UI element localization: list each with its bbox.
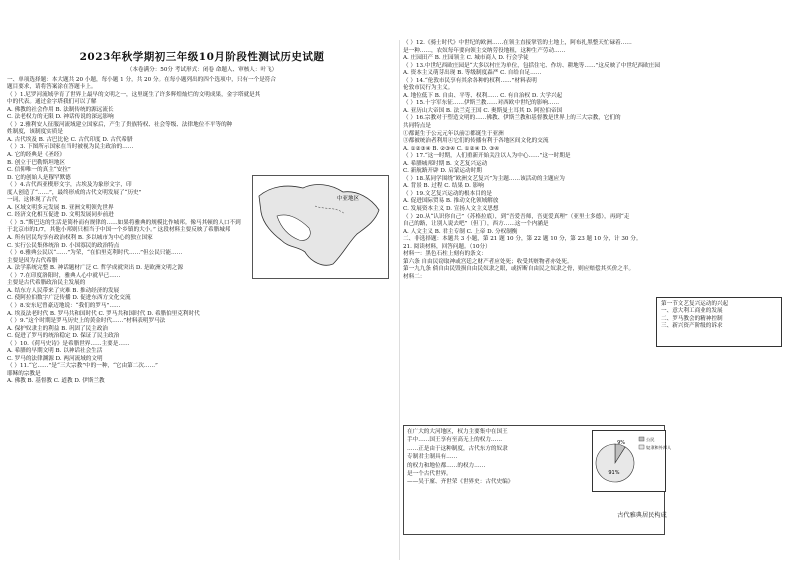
right-question-line: （ ）19.文艺复兴运动的根本目的是 [403,190,492,197]
pie-chart-box [592,430,672,492]
right-question-line: 材料一：黑色石柱上刻有的条文： [403,251,487,258]
right-question-line: A. 庄园田产 B. 庄园领主 C. 城市商人 D. 行会学徒 [403,55,529,62]
left-question-line: （ ）7.在印度洛阳时，雅典人心中就早已…… [7,272,121,279]
right-question-line: （ ）17.“这一时期，人们重新开始关注以人为中心……”这一时期是 [403,153,571,160]
map-label: 中亚地区 [337,196,360,202]
right-question-line: （ ）12.《骑士时代》中世纪的欧洲……在领主直接掌管的土地上，阿布扎黑整天忙碌着…… [403,40,632,46]
right-question-line: （ ）13.中世纪西欧庄园是“大多以村庄为单位，包括住宅、作坊、耕地等……”这反映了中世纪西欧庄园 [403,62,660,69]
pie-slice-label: 91% [608,470,620,477]
left-question-line: A. 结东方人民带来了灾难 B. 推动经济的发展 [7,287,120,294]
right-question-line: （ ）16.宗教对于塑造文明的……佛教、伊斯兰教和基督教是世界上的三大宗教，它们的 [403,115,621,122]
left-question-line: C. 经济文化相互促进 D. 文明发展同步前进 [7,212,114,219]
right-question-line: A. 亚历山大帝国 B. 法兰克王国 C. 奥斯曼土耳其 D. 阿拉伯帝国 [403,107,563,114]
right-question-line: 伦敦市民行为主义。 [403,85,454,92]
right-question-line: （ ）15.十字军东征……伊斯兰教……对西欧中世纪的影响…… [403,100,560,107]
left-question-line: （ ）8.安东尼曾豪迈地说：“我们的罗马”…… [7,302,121,309]
right-question-line: 第六条 自由民窃取神或宫廷之财产者应处死；收受其赃物者亦处死。 [403,258,573,265]
right-question-line: A. ①②③④ B. ②③④ C. ①②④ D. ③④ [403,145,500,152]
material-line: ……正是由于这种制度，古代东方的奴隶 [407,445,508,452]
right-question-line: A. 背景 B. 过程 C. 结果 D. 影响 [403,183,484,190]
right-question-line: ③都被统治者利用④它们的传播有利于各地区间文化的交流 [403,138,549,145]
pie-slice-label: 9% [617,439,626,446]
left-question-line: A. 佛教的社会作用 B. 法制传统的源远流长 [7,106,114,113]
left-question-line: （ ）2.雅利安人征服河流域建立国家后，产生了贵族特权、社会等级、法律地位不平等的种 [7,121,233,128]
left-question-line: C. 法老权力的无限 D. 神话传说的深远影响 [7,114,114,121]
right-question-line: A. 促进国际贸易 B. 推动文化领域解放 [403,198,499,205]
left-question-line: A. 佛教 B. 基督教 C. 道教 D. 伊斯兰教 [7,378,105,385]
right-question-line: ①都诞生于公元元年以前②都诞生于亚洲 [403,130,504,137]
right-question-line: A. 资本主义萌芽出现 B. 等级制度森严 C. 自给自足…… [403,70,542,77]
left-question-line: 姓制度，该制度实质是 [7,129,63,136]
right-question-line: （ ）14.“伦敦市民享有其余各种的权利……”材料表明 [403,77,537,84]
left-question-line: 主要是古代希腊政治民主发展的 [7,280,86,287]
toc-item: 二、罗马教会的精神控制 [661,315,723,322]
left-question-line: 一、单项选择题：本大题共 20 小题，每小题 1 分，共 20 分。在每小题列出的四个选项中，只有一个是符合 [7,76,276,83]
left-question-line: A. 希腊的早期文明 B. 以神话社会生活 [7,348,103,355]
right-question-list [403,40,788,282]
left-question-line: C. 促进了罗马的统治稳定 D. 保证了民主政治 [7,333,120,340]
left-question-line: C. 使阿拉伯数字广泛传播 D. 促进东西方文化交流 [7,295,131,302]
right-question-line: 第一九九条 倘自由民毁损自由民奴隶之眼，或折断自由民之奴隶之骨，则应赔偿其买价之半。 [403,266,635,273]
material-source: ——吴于廑、齐世荣《世界史：古代史编》 [407,479,514,486]
exam-info: （本卷满分：50分 考试形式：闭卷 命题人、审核人：叶飞） [126,67,278,73]
left-question-line: （ ）11.“它……”是“三大宗教”中的一种，“它由第二次……” [7,363,158,370]
right-question-line: 二、非选择题：本题共 3 小题，第 21 题 10 分，第 22 题 10 分，第 23 题 10 分，计 30 分。 [403,236,642,243]
column-divider [399,40,400,560]
left-question-line: （ ）10.《荷马史诗》是希腊世界……主要是…… [7,340,130,347]
left-question-line: （ ）6.雅典公民以“……”为荣，“在伯里克利时代……”但公民只能…… [7,250,183,257]
material-line: 在广大的大河地区，权力主要集中在国王 [407,429,508,435]
left-question-line: 中的代表。通过金字塔我们可以了解 [7,99,97,106]
left-question-line: A. 它的经典是《圣经》 [7,152,65,159]
left-question-line: 一词，这体现了古代 [7,197,58,204]
right-column [403,40,788,282]
legend-swatch [639,445,644,449]
left-question-line: （ ）3. 下图所示国家在当时被视为民主政治的…… [7,144,134,151]
left-question-line: 题目要求，请将答案涂在答题卡上。 [7,84,97,91]
right-question-line: 21. 阅读材料，回答问题。（10分） [403,243,491,250]
map-figure [252,175,389,279]
right-question-line: 自己的路，让别人说去吧”（但丁），西方……这一个内涵是 [403,221,549,228]
left-question-line: A. 法学系统完整 B. 神话题材广泛 C. 哲学成就突出 D. 是欧洲文明之源 [7,265,183,272]
left-question-line: B. 创立于巴勒斯坦地区 [7,159,66,166]
right-question-line: A. 希腊城邦时期 B. 文艺复兴运动 [403,160,488,167]
left-question-line: （ ）9.“这个时期是罗马历史上的黄金时代……”材料表明罗马法 [7,318,166,325]
material-line: 的权力和地位都……的权力…… [407,462,486,469]
toc-item: 一、意大利工商业的发展 [661,308,723,315]
left-question-line: A. 埃及法老时代 B. 罗马共和国时代 C. 罗马共和国时代 D. 希腊伯里克利时代 [7,310,200,317]
left-question-line: A. 古代埃及 B. 古巴比伦 C. 古代印度 D. 古代希腊 [7,136,133,143]
pie-chart [593,431,672,491]
left-question-line: 主要是因为古代希腊 [7,257,58,264]
left-question-line: 耶稣的宗教是 [7,370,41,377]
material-line: 手中……国王享有至高无上的权力…… [407,437,503,444]
left-question-line: C. 信仰唯一的真主“安拉” [7,167,71,174]
material-line: 专制君主制具有…… [407,454,458,461]
right-question-line: C. 发展资本主义 D. 宣扬人文主义思想 [403,206,499,213]
left-question-line: （ ）4.古代西亚楔形文字，古埃及为象形文字，印 [7,182,132,189]
left-question-line: 于北京市的1/7，其他小邦则只相当于中国一个乡镇的大小。” 这段材料主要反映了希腊城邦 [7,227,231,234]
right-question-line: 共同特点是 [403,123,431,130]
exam-title: 2023年秋学期初三年级10月阶段性测试历史试题 [79,51,325,63]
left-question-line: A. 区域文明多元发展 B. 亚洲文明领先世界 [7,204,114,211]
legend-label: 公民 [646,437,655,442]
right-question-line: 是一种……，农奴每年要向领主交纳劳役地租，这种生产劳动…… [403,47,566,54]
right-question-line: A. 地位低下 B. 自由、平等、权利…… C. 有自治权 D. 大学兴起 [403,92,563,99]
left-question-line: C. 罗马的法律渊源 D. 两河流域的文明 [7,355,103,362]
right-question-line: （ ）20.从“认识你自己”（苏格拉底），到“吾爱吾师，吾更爱真理”（亚里士多德），再到“走 [403,213,630,220]
right-question-line: C. 新航路开辟 D. 启蒙运动时期 [403,168,482,175]
material-line: 是一个古代世界。 [407,471,452,478]
left-question-line: （ ）1.尼罗河流域孕育了世界上最早的文明之一，这里诞生了许多辉煌灿烂的文明成果，金字塔就是其 [7,91,261,98]
legend-swatch [639,437,644,441]
left-question-line: A. 保护奴隶主的利益 B. 巩固了民主政治 [7,325,108,332]
pie-chart-caption: 古代雅典居民构成 [617,512,667,519]
left-question-line: （ ）5.“斯巴达的生活是简朴而有规律的……如果将雅典的规模比作城邦。像马其顿的人口不到 [7,219,241,226]
right-question-line: （ ）18.某同学围绕“欧洲文艺复兴”为主题……该活动的主题应为 [403,175,565,182]
toc-item: 三、新兴资产阶级的诉求 [661,322,723,329]
legend-label: 奴隶和外邦人 [646,445,672,450]
right-question-line: 材料二： [403,273,426,280]
left-question-line: D. 它的创始人是穆罕默德 [7,174,71,181]
right-question-line: A. 人文主义 B. 君主专制 C. 上帝 D. 分权制衡 [403,228,518,235]
left-question-line: A. 所有居民均享有政治权利 B. 多以城市为中心的独立国家 [7,235,153,242]
map-land-shape [259,185,379,266]
pie-slice [596,444,634,482]
toc-box [656,297,782,347]
map-svg [253,176,388,278]
left-question-line: C. 实行公民集体统治 D. 小国寡民的政治特点 [7,242,120,249]
toc-item: 第一节文艺复兴运动的兴起 [661,301,729,307]
left-question-line: 度人创造了“……”，最终形成的古代文明发展了“历史” [7,189,142,196]
